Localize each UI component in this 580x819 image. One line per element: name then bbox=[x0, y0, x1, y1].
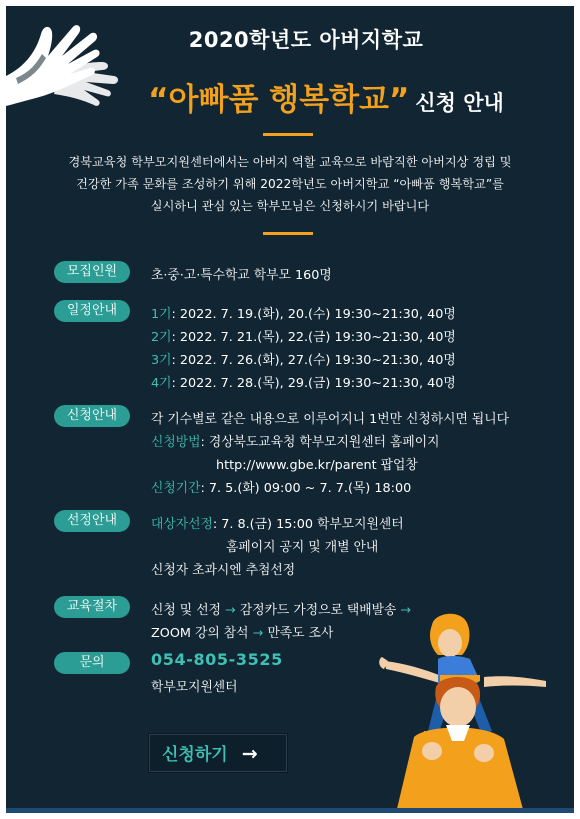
process-step: 만족도 조사 bbox=[267, 626, 334, 641]
process-step: ZOOM 강의 참석 bbox=[151, 626, 249, 641]
title-line1: 2020학년도 아버지학교 bbox=[188, 28, 424, 52]
apply-method bbox=[151, 431, 439, 450]
poster bbox=[6, 6, 574, 813]
schedule-label: 1기 bbox=[151, 307, 172, 322]
selection-line3: 신청자 초과시엔 추첨선정 bbox=[151, 563, 296, 578]
schedule-item bbox=[151, 349, 456, 368]
selection-line2: 홈페이지 공지 및 개별 안내 bbox=[226, 540, 379, 555]
title-suffix: 신청 안내 bbox=[415, 91, 504, 115]
badge-contact: 문의 bbox=[54, 652, 130, 674]
badge-recruit: 모집인원 bbox=[54, 261, 130, 283]
apply-method-label: 신청방법 bbox=[151, 435, 201, 450]
apply-period-label: 신청기간 bbox=[151, 481, 201, 496]
badge-schedule: 일정안내 bbox=[54, 300, 130, 322]
arrow-right-icon: → bbox=[241, 743, 258, 765]
schedule-text: : 2022. 7. 21.(목), 22.(금) 19:30~21:30, 40명 bbox=[171, 330, 456, 345]
schedule-text: : 2022. 7. 28.(목), 29.(금) 19:30~21:30, 40명 bbox=[171, 376, 456, 391]
apply-period bbox=[151, 477, 411, 496]
schedule-item bbox=[151, 303, 456, 322]
schedule-item bbox=[151, 372, 456, 391]
apply-button-label: 신청하기 bbox=[162, 745, 228, 765]
badge-selection: 선정안내 bbox=[54, 510, 130, 532]
selection-line1 bbox=[151, 513, 404, 532]
arrow-right-icon: → bbox=[252, 626, 264, 641]
title-line2 bbox=[106, 74, 546, 119]
contact-org: 학부모지원센터 bbox=[151, 680, 238, 695]
bottom-bar bbox=[6, 808, 574, 813]
apply-line1: 각 기수별로 같은 내용으로 이루어지니 1번만 신청하시면 됩니다 bbox=[151, 412, 510, 427]
badge-process: 교육절차 bbox=[54, 596, 130, 618]
schedule-label: 4기 bbox=[151, 376, 172, 391]
apply-method-text: : 경상북도교육청 학부모지원센터 홈페이지 bbox=[200, 435, 440, 450]
intro-text bbox=[26, 151, 554, 217]
schedule-text: : 2022. 7. 19.(화), 20.(수) 19:30~21:30, 40명 bbox=[171, 307, 456, 322]
intro-line: 건강한 가족 문화를 조성하기 위해 2022학년도 아버지학교 “아빠품 행복학교”를 bbox=[76, 177, 504, 191]
arrow-right-icon: → bbox=[400, 603, 412, 618]
apply-button[interactable] bbox=[149, 734, 287, 772]
contact-phone[interactable]: 054-805-3525 bbox=[151, 650, 283, 669]
selection-label: 대상자선정 bbox=[151, 517, 213, 532]
schedule-text: : 2022. 7. 26.(화), 27.(수) 19:30~21:30, 40명 bbox=[171, 353, 456, 368]
divider-bottom bbox=[263, 232, 313, 235]
schedule-item bbox=[151, 326, 456, 345]
father-child-illustration bbox=[374, 611, 574, 813]
process-line1 bbox=[151, 599, 411, 618]
badge-apply: 신청안내 bbox=[54, 405, 130, 427]
selection-text: : 7. 8.(금) 15:00 학부모지원센터 bbox=[212, 517, 404, 532]
divider-top bbox=[263, 133, 313, 136]
apply-period-text: : 7. 5.(화) 09:00 ~ 7. 7.(목) 18:00 bbox=[200, 481, 412, 496]
intro-line: 경북교육청 학부모지원센터에서는 아버지 역할 교육으로 바람직한 아버지상 정립 및 bbox=[68, 155, 512, 169]
intro-line: 실시하니 관심 있는 학부모님은 신청하시기 바랍니다 bbox=[150, 199, 430, 213]
arrow-right-icon: → bbox=[225, 603, 236, 618]
process-step: 신청 및 선정 bbox=[151, 603, 221, 618]
schedule-label: 3기 bbox=[151, 353, 172, 368]
apply-url: http://www.gbe.kr/parent 팝업창 bbox=[216, 458, 418, 473]
schedule-label: 2기 bbox=[151, 330, 172, 345]
process-step: 감정카드 가정으로 택배발송 bbox=[239, 603, 397, 618]
process-line2 bbox=[151, 622, 333, 641]
recruit-text: 초·중·고·특수학교 학부모 160명 bbox=[151, 268, 332, 283]
title-quoted: “아빠품 행복학교” bbox=[148, 82, 410, 118]
